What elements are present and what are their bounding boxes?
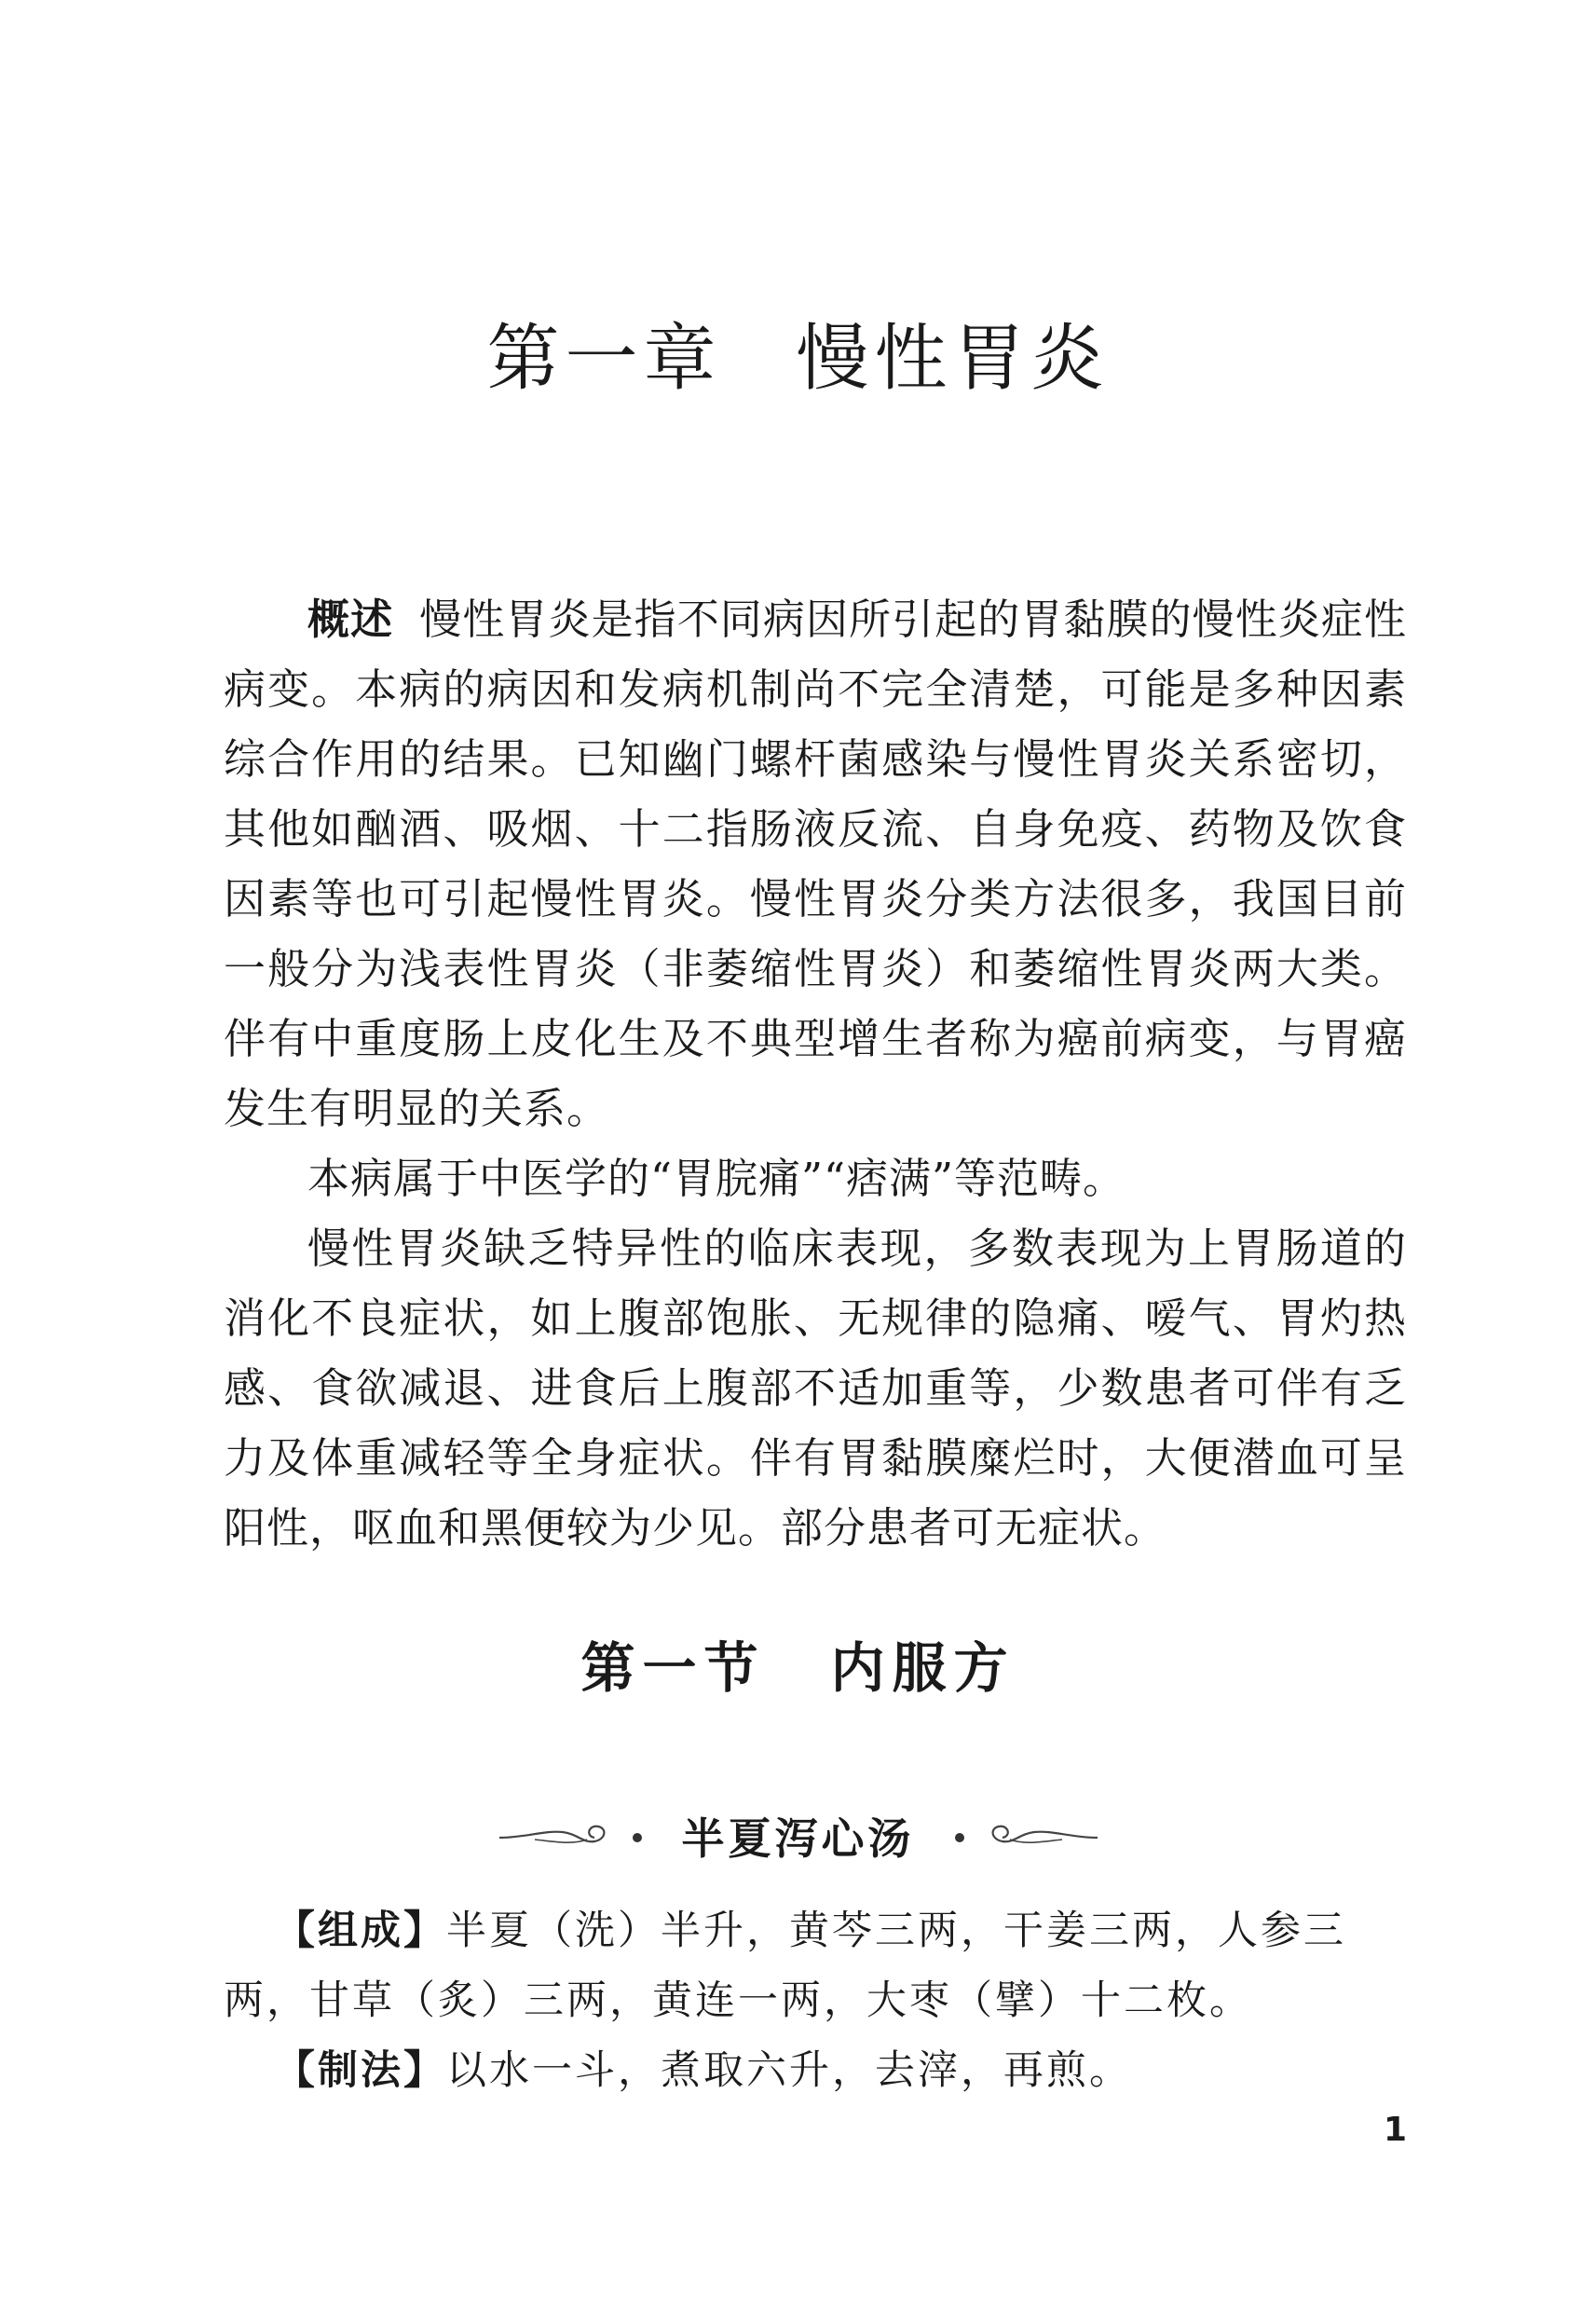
chapter-title — [0, 312, 1596, 405]
overview-lead: 概述 — [307, 595, 394, 644]
overview-paragraph-1-text: 慢性胃炎是指不同病因所引起的胃黏膜的慢性炎症性病变。本病的病因和发病机制尚不完全清楚，可能是多种因素综合作用的结果。已知幽门螺杆菌感染与慢性胃炎关系密切，其他如酗酒、吸烟、十二指肠液反流、自身免疫、药物及饮食因素等也可引起慢性胃炎。慢性胃炎分类方法很多，我国目前一般分为浅表性胃炎（非萎缩性胃炎）和萎缩性胃炎两大类。伴有中重度肠上皮化生及不典型增生者称为癌前病变，与胃癌发生有明显的关系。 — [224, 595, 1407, 1133]
composition-text: 半夏（洗）半升，黄芩三两，干姜三两，人参三两，甘草（炙）三两，黄连一两，大枣（擘）十二枚。 — [224, 1908, 1346, 2024]
bracket-close: 】 — [403, 2047, 446, 2094]
chapter-number: 第一章 — [486, 317, 722, 401]
left-scroll-ornament-icon — [498, 1817, 656, 1854]
section-name: 内服方 — [830, 1636, 1016, 1700]
composition-label: 组成 — [318, 1908, 403, 1954]
recipe-header — [0, 1803, 1596, 1868]
bracket-open: 【 — [275, 2047, 318, 2094]
bracket-open: 【 — [275, 1908, 318, 1954]
recipe-preparation — [224, 2036, 1407, 2106]
recipe-body — [224, 1896, 1407, 2106]
preparation-label: 制法 — [318, 2047, 403, 2094]
overview-paragraph-3: 慢性胃炎缺乏特异性的临床表现，多数表现为上胃肠道的消化不良症状，如上腹部饱胀、无规律的隐痛、嗳气、胃灼热感、食欲减退、进食后上腹部不适加重等，少数患者可伴有乏力及体重减轻等全身症状。伴有胃黏膜糜烂时，大便潜血可呈阳性，呕血和黑便较为少见。部分患者可无症状。 — [224, 1224, 1407, 1553]
right-scroll-ornament-icon — [941, 1817, 1099, 1854]
overview-paragraph-2: 本病属于中医学的“胃脘痛”“痞满”等范畴。 — [307, 1154, 1126, 1203]
preparation-text: 以水一斗，煮取六升，去滓，再煎。 — [446, 2047, 1132, 2094]
bracket-close: 】 — [403, 1908, 446, 1954]
recipe-composition — [224, 1896, 1407, 2036]
recipe-name: 半夏泻心汤 — [681, 1813, 915, 1864]
section-title — [0, 1631, 1596, 1705]
overview-text — [224, 584, 1407, 1563]
section-number: 第一节 — [580, 1636, 766, 1700]
chapter-name: 慢性胃炎 — [796, 317, 1110, 401]
page-number: 1 — [1383, 2111, 1407, 2149]
overview-paragraph-1 — [224, 584, 1407, 1143]
